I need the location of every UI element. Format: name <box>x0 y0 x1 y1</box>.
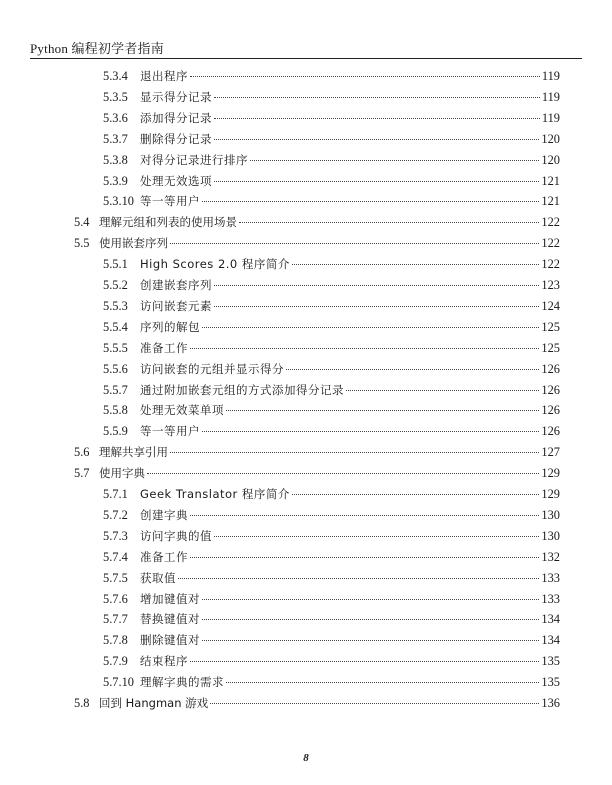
running-header: Python 编程初学者指南 <box>30 41 164 56</box>
toc-entry-title: 访问字典的值 <box>140 528 212 543</box>
dot-leader <box>202 619 539 620</box>
toc-section-entry <box>74 214 560 234</box>
toc-entry-number: 5.5.2 <box>103 278 128 292</box>
toc-entry-page: 124 <box>541 298 560 313</box>
toc-entry-number: 5.5.8 <box>103 403 128 418</box>
toc-entry-title: 添加得分记录 <box>140 110 212 125</box>
toc-entry-number: 5.7.5 <box>103 570 128 585</box>
toc-entry-page: 133 <box>541 570 560 585</box>
toc-entry-number: 5.3.9 <box>103 173 128 188</box>
toc-entry-page: 134 <box>541 612 560 627</box>
toc-entry-page: 120 <box>541 131 560 146</box>
toc-entry-title: 序列的解包 <box>140 319 200 334</box>
toc-entry-page: 119 <box>541 110 560 125</box>
dot-leader <box>226 410 539 411</box>
dot-leader <box>170 243 539 244</box>
toc-entry-title: 理解字典的需求 <box>140 675 224 690</box>
toc-entry-title: 理解元组和列表的使用场景 <box>99 215 237 230</box>
toc-entry-page: 125 <box>541 319 560 334</box>
dot-leader <box>147 473 539 474</box>
toc-entry-number: 5.3.4 <box>103 69 128 83</box>
toc-entry-page: 122 <box>541 257 560 272</box>
toc-entry-number: 5.7.6 <box>103 591 128 606</box>
toc-entry-title: 准备工作 <box>140 340 188 355</box>
toc-entry-page: 132 <box>541 549 560 564</box>
header-rule <box>30 58 582 59</box>
toc-entry-title: High Scores 2.0 程序简介 <box>140 257 290 272</box>
toc-entry-number: 5.7.10 <box>103 675 134 690</box>
dot-leader <box>178 578 539 579</box>
toc-entry-title: 处理无效菜单项 <box>140 403 224 418</box>
toc-subsection-entry <box>103 486 560 506</box>
toc-entry-page: 126 <box>541 424 560 439</box>
toc-entry-number: 5.7 <box>74 466 90 481</box>
toc-entry-number: 5.5.4 <box>103 319 128 334</box>
dot-leader <box>202 431 539 432</box>
dot-leader <box>190 661 539 662</box>
toc-entry-number: 5.5.3 <box>103 298 128 313</box>
toc-subsection-entry <box>103 402 560 422</box>
toc-entry-page: 119 <box>541 89 560 104</box>
toc-entry-page: 130 <box>541 528 560 543</box>
dot-leader <box>214 97 540 98</box>
toc-entry-page: 129 <box>541 487 560 501</box>
dot-leader <box>210 703 539 704</box>
toc-entry-title: 删除键值对 <box>140 633 200 648</box>
toc-entry-page: 120 <box>541 152 560 167</box>
toc-subsection-entry <box>103 549 560 569</box>
toc-entry-title: 处理无效选项 <box>140 173 212 188</box>
toc-entry-number: 5.5.7 <box>103 382 128 397</box>
toc-entry-title: Geek Translator 程序简介 <box>140 487 290 501</box>
toc-subsection-entry <box>103 68 560 88</box>
toc-entry-title: 替换键值对 <box>140 612 200 627</box>
dot-leader <box>292 494 539 495</box>
toc-entry-page: 133 <box>541 591 560 606</box>
toc-subsection-entry <box>103 653 560 673</box>
dot-leader <box>214 536 539 537</box>
toc-subsection-entry <box>103 507 560 527</box>
toc-entry-title: 等一等用户 <box>140 424 200 439</box>
toc-subsection-entry <box>103 340 560 360</box>
toc-subsection-entry <box>103 193 560 213</box>
toc-entry-title: 结束程序 <box>140 654 188 669</box>
toc-entry-page: 121 <box>541 194 560 209</box>
page-number: 8 <box>303 752 309 764</box>
toc-entry-number: 5.5.6 <box>103 361 128 376</box>
toc-entry-page: 127 <box>541 445 560 460</box>
toc-entry-page: 121 <box>541 173 560 188</box>
toc-subsection-entry <box>103 131 560 151</box>
toc-entry-page: 129 <box>541 466 560 481</box>
dot-leader <box>226 682 539 683</box>
toc-entry-title: 访问嵌套元素 <box>140 298 212 313</box>
dot-leader <box>202 640 539 641</box>
toc-entry-number: 5.3.7 <box>103 131 128 146</box>
dot-leader <box>190 515 539 516</box>
toc-entry-number: 5.3.6 <box>103 110 128 125</box>
toc-entry-page: 123 <box>541 278 560 292</box>
toc-subsection-entry <box>103 110 560 130</box>
toc-section-entry <box>74 695 560 715</box>
toc-entry-title: 显示得分记录 <box>140 89 212 104</box>
dot-leader <box>292 264 540 265</box>
toc-subsection-entry <box>103 423 560 443</box>
toc-entry-page: 125 <box>541 340 560 355</box>
toc-subsection-entry <box>103 173 560 193</box>
toc-subsection-entry <box>103 382 560 402</box>
toc-entry-number: 5.7.3 <box>103 528 128 543</box>
toc-entry-page: 126 <box>541 361 560 376</box>
toc-entry-number: 5.3.10 <box>103 194 134 209</box>
toc-entry-number: 5.5.1 <box>103 257 128 272</box>
toc-entry-title: 访问嵌套的元组并显示得分 <box>140 361 284 376</box>
toc-subsection-entry <box>103 674 560 694</box>
toc-subsection-entry <box>103 89 560 109</box>
toc-entry-title: 通过附加嵌套元组的方式添加得分记录 <box>140 382 344 397</box>
toc-entry-number: 5.5.9 <box>103 424 128 439</box>
toc-subsection-entry <box>103 528 560 548</box>
toc-subsection-entry <box>103 632 560 652</box>
toc-entry-title: 准备工作 <box>140 549 188 564</box>
dot-leader <box>202 201 539 202</box>
toc-entry-title: 退出程序 <box>140 69 188 83</box>
toc-entry-number: 5.3.5 <box>103 89 128 104</box>
toc-entry-number: 5.7.1 <box>103 487 128 501</box>
toc-entry-number: 5.3.8 <box>103 152 128 167</box>
toc-entry-page: 134 <box>541 633 560 648</box>
toc-subsection-entry <box>103 277 560 297</box>
toc-entry-page: 122 <box>541 236 560 251</box>
toc-subsection-entry <box>103 256 560 276</box>
toc-entry-number: 5.7.2 <box>103 507 128 522</box>
toc-entry-number: 5.5 <box>74 236 90 251</box>
toc-entry-page: 136 <box>541 696 560 710</box>
toc-entry-title: 增加键值对 <box>140 591 200 606</box>
dot-leader <box>214 181 539 182</box>
dot-leader <box>190 348 539 349</box>
toc-entry-page: 135 <box>541 654 560 669</box>
toc-entry-title: 删除得分记录 <box>140 131 212 146</box>
toc-entry-page: 122 <box>541 215 560 230</box>
dot-leader <box>190 76 540 77</box>
toc-entry-number: 5.5.5 <box>103 340 128 355</box>
toc-entry-number: 5.4 <box>74 215 90 230</box>
toc-entry-title: 回到 Hangman 游戏 <box>99 696 209 710</box>
toc-entry-page: 126 <box>541 403 560 418</box>
dot-leader <box>214 139 539 140</box>
dot-leader <box>170 452 539 453</box>
dot-leader <box>202 599 539 600</box>
toc-entry-page: 135 <box>541 675 560 690</box>
toc-subsection-entry <box>103 611 560 631</box>
toc-section-entry <box>74 465 560 485</box>
toc-entry-title: 使用字典 <box>99 466 145 481</box>
toc-entry-title: 理解共享引用 <box>99 445 168 460</box>
dot-leader <box>190 557 539 558</box>
toc-subsection-entry <box>103 361 560 381</box>
toc-subsection-entry <box>103 591 560 611</box>
toc-entry-page: 126 <box>541 382 560 397</box>
dot-leader <box>286 369 539 370</box>
toc-entry-number: 5.7.9 <box>103 654 128 669</box>
dot-leader <box>202 327 539 328</box>
dot-leader <box>250 160 539 161</box>
toc-entry-title: 等一等用户 <box>140 194 200 209</box>
toc-subsection-entry <box>103 319 560 339</box>
toc-entry-page: 130 <box>541 507 560 522</box>
toc-entry-page: 119 <box>541 69 560 83</box>
dot-leader <box>346 390 539 391</box>
toc-entry-title: 使用嵌套序列 <box>99 236 168 251</box>
toc-entry-number: 5.6 <box>74 445 90 460</box>
toc-subsection-entry <box>103 570 560 590</box>
dot-leader <box>214 306 539 307</box>
dot-leader <box>239 222 539 223</box>
toc-subsection-entry <box>103 298 560 318</box>
toc-entry-number: 5.8 <box>74 696 90 710</box>
toc-entry-title: 创建嵌套序列 <box>140 278 212 292</box>
toc-subsection-entry <box>103 152 560 172</box>
dot-leader <box>214 285 539 286</box>
toc-entry-title: 获取值 <box>140 570 176 585</box>
dot-leader <box>214 118 540 119</box>
toc-entry-title: 创建字典 <box>140 507 188 522</box>
toc-entry-title: 对得分记录进行排序 <box>140 152 248 167</box>
toc-entry-number: 5.7.4 <box>103 549 128 564</box>
toc-section-entry <box>74 444 560 464</box>
toc-entry-number: 5.7.7 <box>103 612 128 627</box>
toc-section-entry <box>74 235 560 255</box>
toc-entry-number: 5.7.8 <box>103 633 128 648</box>
